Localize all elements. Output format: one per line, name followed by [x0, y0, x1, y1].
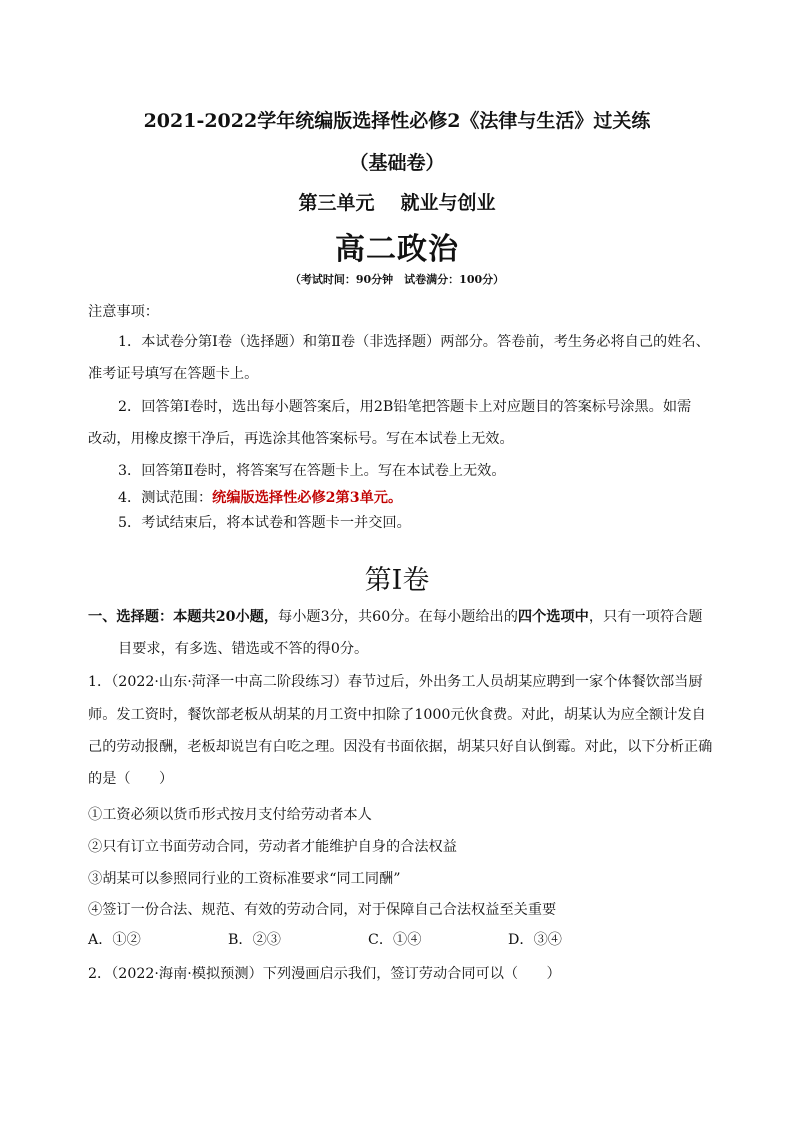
- section-title: 第Ⅰ卷: [364, 565, 430, 596]
- intro-score: 每小题3分，共60分。在每小题给出的: [278, 609, 518, 625]
- intro-count: 本题共20小题，: [173, 609, 279, 625]
- notice-item-1-line-2: 准考证号填写在答题卡上。: [88, 366, 259, 382]
- question-1-statement-4: ④签订一份合法、规范、有效的劳动合同，对于保障自己合法权益至关重要: [88, 902, 557, 918]
- notice-item-4-scope: 统编版选择性必修2第3单元。: [212, 490, 403, 506]
- unit-label: 第三单元: [298, 192, 375, 214]
- section-intro-line-1: [88, 606, 702, 626]
- exam-info: （考试时间：90分钟 试卷满分：100分）: [289, 273, 505, 286]
- notice-item-2-line-1: 2．回答第Ⅰ卷时，选出每小题答案后，用2B铅笔把答题卡上对应题目的答案标号涂黑。如需: [118, 399, 692, 415]
- question-2-line-1: 2．（2022·海南·模拟预测）下列漫画启示我们，签订劳动合同可以（ ）: [88, 966, 561, 982]
- choice-a: A．①②: [88, 932, 141, 948]
- notice-title: 注意事项：: [88, 304, 159, 320]
- question-1-statement-2: ②只有订立书面劳动合同，劳动者才能维护自身的合法权益: [88, 839, 457, 855]
- choice-b: B．②③: [228, 932, 281, 948]
- question-1-statement-3: ③胡某可以参照同行业的工资标准要求“同工同酬”: [88, 871, 401, 887]
- intro-rule: ，只有一项符合题: [588, 609, 703, 625]
- question-1-line-2: 师。发工资时，餐饮部老板从胡某的月工资中扣除了1000元伙食费。对此，胡某认为应全额计发自: [88, 707, 706, 723]
- question-1-statement-1: ①工资必须以货币形式按月支付给劳动者本人: [88, 807, 372, 823]
- notice-item-4-prefix: 4．测试范围：: [118, 490, 213, 506]
- intro-heading: 一、选择题：: [88, 609, 174, 625]
- unit-name: 就业与创业: [400, 192, 496, 214]
- question-1-line-4: 的是（ ）: [88, 771, 174, 787]
- notice-item-1-line-1: 1．本试卷分第Ⅰ卷（选择题）和第Ⅱ卷（非选择题）两部分。答卷前，考生务必将自己的姓名、: [118, 334, 710, 350]
- question-1-line-1: 1．（2022·山东·菏泽一中高二阶段练习）春节过后，外出务工人员胡某应聘到一家个体餐饮部当厨: [88, 674, 703, 690]
- section-intro-line-2: 目要求，有多选、错选或不答的得0分。: [118, 641, 369, 657]
- notice-item-4: [118, 487, 402, 507]
- exam-level: （基础卷）: [349, 152, 445, 174]
- unit-heading: [0, 188, 794, 215]
- choice-d: D．③④: [508, 932, 562, 948]
- question-1-line-3: 己的劳动报酬，老板却说岂有白吃之理。因没有书面依据，胡某只好自认倒霉。对此，以下分析正确: [88, 739, 713, 755]
- intro-emphasis: 四个选项中: [517, 609, 589, 625]
- notice-item-3: 3．回答第Ⅱ卷时，将答案写在答题卡上。写在本试卷上无效。: [118, 463, 506, 479]
- subject-title: 高二政治: [335, 232, 459, 267]
- exam-title: 2021-2022学年统编版选择性必修2《法律与生活》过关练: [143, 110, 651, 132]
- notice-item-5: 5．考试结束后，将本试卷和答题卡一并交回。: [118, 515, 411, 531]
- notice-item-2-line-2: 改动，用橡皮擦干净后，再选涂其他答案标号。写在本试卷上无效。: [88, 431, 514, 447]
- choice-c: C．①④: [368, 932, 422, 948]
